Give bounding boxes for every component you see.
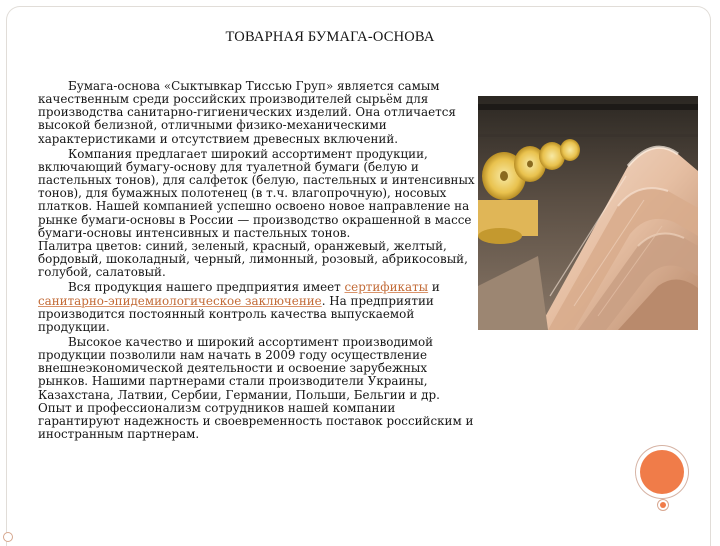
certificates-and: и: [428, 280, 440, 295]
paragraph-assortment: Компания предлагает широкий ассортимент продукции, включающий бумагу-основу для туалетной бумаги (белую и пастельных тонов), для салфеток (белую, пастельных и интенсивных тонов), для бумажных полотенец (в т.ч. влагопрочную), носовых платков. Нашей компанией успешно освоено новое направление на рынке бумаги-основы в России — производство окрашенной в массе бумаги-основы интенсивных и пастельных тонов.: [38, 146, 475, 240]
slide-body: [38, 80, 476, 441]
paragraph-intro: Бумага-основа «Сыктывкар Тиссью Груп» является самым качественным среди российских производителей сырьём для производства санитарно-гигиенических изделий. Она отличается высокой белизной, отличными физико-механическими характеристиками и отсутствием древесных включений.: [38, 79, 456, 146]
decorative-small-dot: [660, 502, 666, 508]
certificates-text-start: Вся продукция нашего предприятия имеет: [68, 280, 345, 295]
paragraph-export: Высокое качество и широкий ассортимент производимой продукции позволили нам начать в 2009 году осуществление внешнеэкономической деятельности и освоение зарубежных рынков. Нашими партнерами стали производители Украины, Казахстана, Латвии, Сербии, Германии, Польши, Бельгии и др. Опыт и профессионализм сотрудников нашей компании гарантируют надежность и своевременность поставок российским и иностранным партнерам.: [38, 334, 474, 442]
slide-title: ТОВАРНАЯ БУМАГА-ОСНОВА: [225, 29, 435, 45]
paper-rolls-image: [478, 96, 698, 330]
certificates-link[interactable]: сертификаты: [344, 280, 429, 295]
paragraph-certificates: [38, 281, 476, 334]
decorative-orange-circle: [640, 450, 684, 494]
decorative-corner-dot: [3, 532, 13, 542]
sanitary-conclusion-link[interactable]: санитарно-эпидемиологическое заключение: [38, 293, 322, 308]
certificates-text-end: . На предприятии производится постоянный контроль качества выпускаемой продукции.: [38, 293, 434, 334]
paper-rolls-photo: [478, 96, 698, 330]
paragraph-palette: Палитра цветов: синий, зеленый, красный, оранжевый, желтый, бордовый, шоколадный, черный, лимонный, розовый, абрикосовый, голубой, салатовый.: [38, 238, 468, 280]
